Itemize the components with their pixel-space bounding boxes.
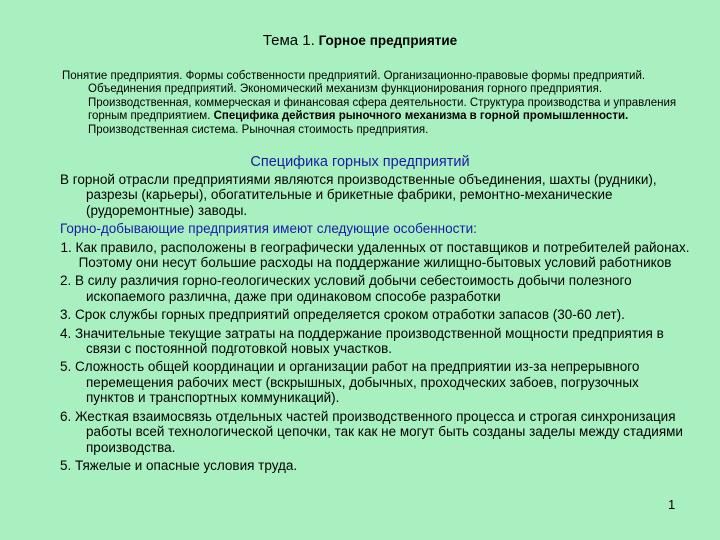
feature-item-3: 3. Срок службы горных предприятий определяется сроком отработки запасов (30-60 лет). [60,307,625,323]
feature-item-6: 6. Жесткая взаимосвязь отдельных частей производственного процесса и строгая синхронизация работы всей технологической цепочки, так как не могут быть созданы заделы между стадиями производства. [60,408,683,455]
body-block [60,172,690,476]
feature-item-2: 2. В силу различия горно-геологических условий добычи себестоимость добычи полезного ископаемого различна, даже при одинаковом способе разработки [60,273,632,304]
title-topic-number: Тема 1. [262,32,315,49]
intro-bold-text: Специфика действия рыночного механизма в горной промышленности. [213,110,629,123]
feature-item-5: 5. Сложность общей координации и организации работ на предприятии из-за непрерывного перемещения рабочих мест (вскрышных, добычных, проходческих забоев, погрузочных пунктов и транспортных коммуникаций). [60,359,640,406]
features-lead: Горно-добывающие предприятия имеют следующие особенности: [60,221,477,237]
intro-text-1: Понятие предприятия. Формы собственности предприятий. Организационно-правовые формы предприятий. Объединения предприятий. Экономический механизм функционирования горного предприятия. Производственная, коммерческая и финансовая сфера деятельности. Структура производства и управления горным предприятием. [62,70,677,123]
feature-item-4: 4. Значительные текущие затраты на поддержание производственной мощности предприятия в связи с постоянной подготовкой новых участков. [60,325,664,357]
section-subtitle: Специфика горных предприятий [250,154,470,170]
feature-item-7: 5. Тяжелые и опасные условия труда. [60,457,298,473]
body-paragraph-enterprises: В горной отрасли предприятиями являются производственные объединения, шахты (рудники), разрезы (карьеры), обогатительные и брикетные фабрики, ремонтно-механические (рудоремонтные) заводы. [60,172,657,218]
page-number: 1 [668,497,676,512]
intro-text-2: Производственная система. Рыночная стоимость предприятия. [88,123,429,136]
intro-paragraph [62,70,702,137]
title-topic-name: Горное предприятие [314,33,458,48]
feature-item-1: 1. Как правило, расположены в географически удаленных от поставщиков и потребителей районах. Поэтому они несут большие расходы на поддержание жилищно-бытовых условий работников [60,239,690,271]
slide-title [0,32,720,49]
intro-block [62,70,702,137]
